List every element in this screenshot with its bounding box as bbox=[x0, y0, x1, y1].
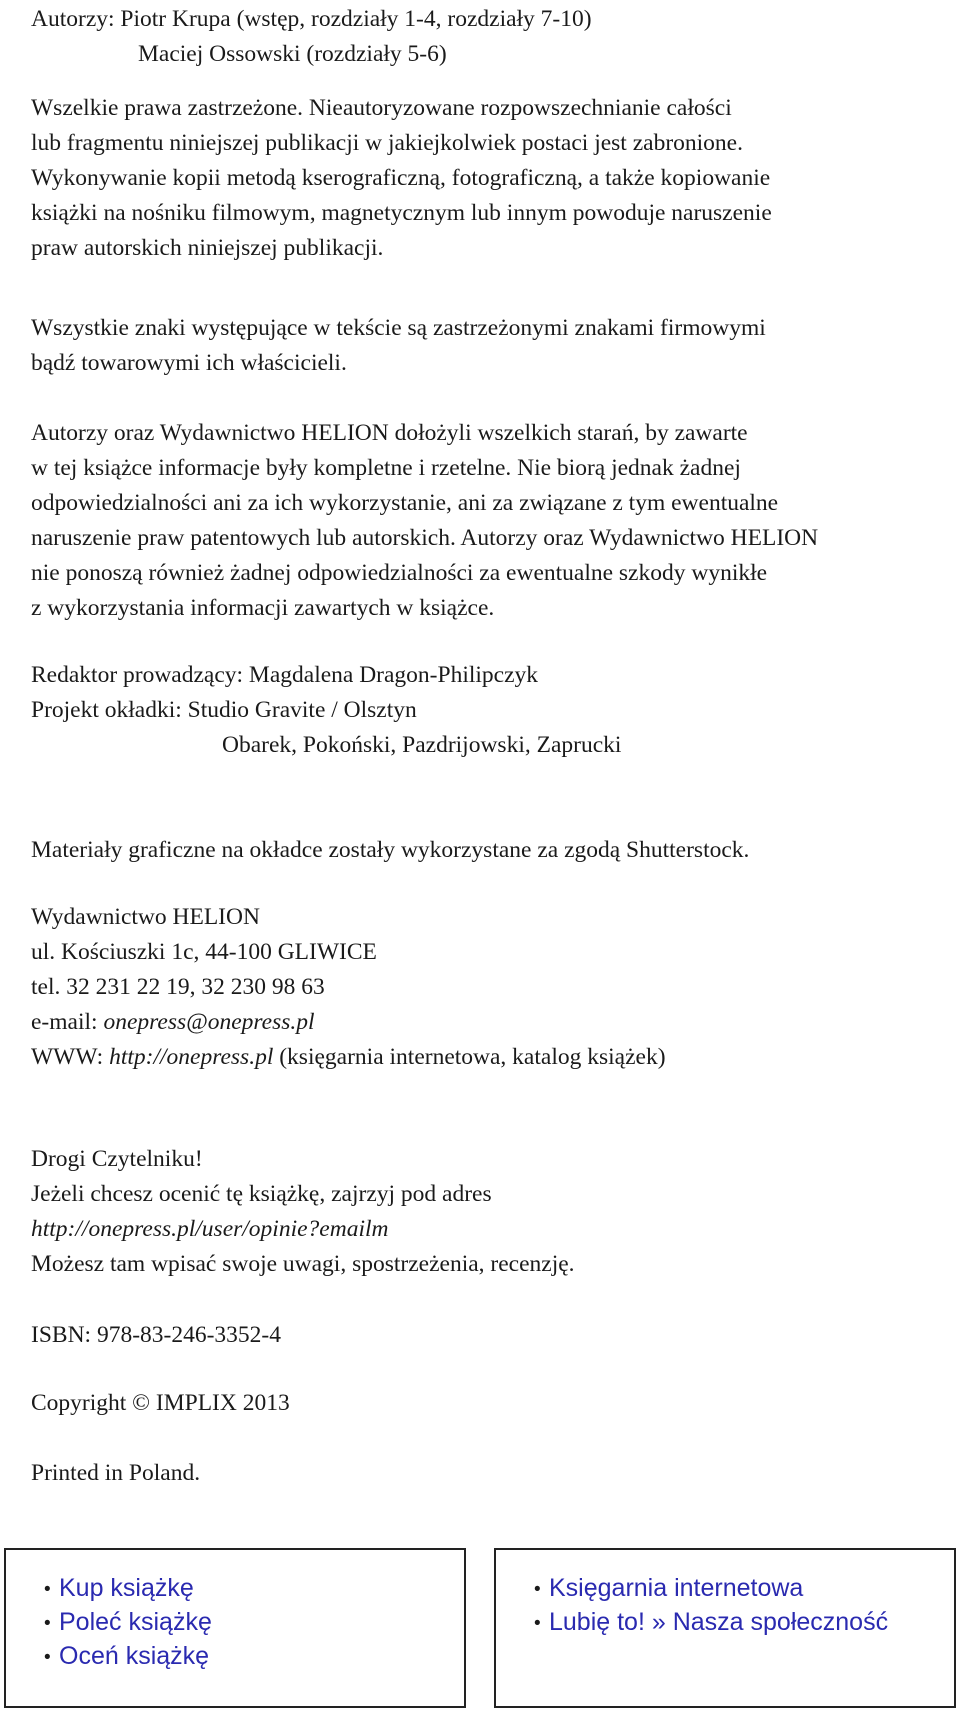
list-item bbox=[534, 1572, 954, 1606]
recommend-book-link[interactable]: Poleć książkę bbox=[59, 1608, 212, 1636]
bullet-icon: • bbox=[44, 1647, 51, 1668]
author-line-1: Piotr Krupa (wstęp, rozdziały 1-4, rozdziały 7-10) bbox=[120, 6, 592, 32]
links-list bbox=[496, 1550, 954, 1640]
disclaimer-line: z wykorzystania informacji zawartych w książce. bbox=[31, 595, 495, 621]
reader-line: Możesz tam wpisać swoje uwagi, spostrzeżenia, recenzję. bbox=[31, 1251, 575, 1277]
cover-credit-2: Obarek, Pokoński, Pazdrijowski, Zaprucki bbox=[222, 732, 622, 758]
bullet-icon: • bbox=[534, 1613, 541, 1634]
authors-block bbox=[31, 2, 960, 72]
disclaimer-line: naruszenie praw patentowych lub autorskich. Autorzy oraz Wydawnictwo HELION bbox=[31, 525, 819, 551]
rate-book-link[interactable]: Oceń książkę bbox=[59, 1642, 210, 1670]
trademarks-paragraph bbox=[31, 311, 960, 381]
disclaimer-line: nie ponoszą również żadnej odpowiedzialności za ewentualne szkody wynikłe bbox=[31, 560, 768, 586]
list-item bbox=[44, 1640, 464, 1674]
rights-line: Wykonywanie kopii metodą kserograficzną, fotograficzną, a także kopiowanie bbox=[31, 165, 771, 191]
rights-line: praw autorskich niniejszej publikacji. bbox=[31, 235, 384, 261]
trademarks-line: bądź towarowymi ich właścicieli. bbox=[31, 350, 347, 376]
reader-block bbox=[31, 1142, 960, 1282]
email-label: e-mail: bbox=[31, 1009, 98, 1035]
authors-label: Autorzy: bbox=[31, 6, 115, 32]
www-note: (księgarnia internetowa, katalog książek) bbox=[279, 1044, 666, 1070]
online-bookstore-link[interactable]: Księgarnia internetowa bbox=[549, 1574, 804, 1602]
cover-label: Projekt okładki: bbox=[31, 697, 182, 723]
rights-line: Wszelkie prawa zastrzeżone. Nieautoryzowane rozpowszechnianie całości bbox=[31, 95, 732, 121]
reader-greeting: Drogi Czytelniku! bbox=[31, 1146, 203, 1172]
credits-block bbox=[31, 658, 960, 763]
www-link[interactable]: http://onepress.pl bbox=[109, 1044, 274, 1070]
rights-paragraph bbox=[31, 91, 960, 266]
disclaimer-line: Autorzy oraz Wydawnictwo HELION dołożyli wszelkich starań, by zawarte bbox=[31, 420, 748, 446]
trademarks-line: Wszystkie znaki występujące w tekście są zastrzeżonymi znakami firmowymi bbox=[31, 315, 766, 341]
bullet-icon: • bbox=[44, 1579, 51, 1600]
links-list bbox=[6, 1550, 464, 1674]
reader-line: Jeżeli chcesz ocenić tę książkę, zajrzyj pod adres bbox=[31, 1181, 492, 1207]
disclaimer-line: odpowiedzialności ani za ich wykorzystanie, ani za związane z tym ewentualne bbox=[31, 490, 779, 516]
bullet-icon: • bbox=[534, 1579, 541, 1600]
editor-credit: Redaktor prowadzący: Magdalena Dragon-Philipczyk bbox=[31, 662, 539, 688]
rights-line: lub fragmentu niniejszej publikacji w jakiejkolwiek postaci jest zabronione. bbox=[31, 130, 743, 156]
links-box-left bbox=[4, 1548, 466, 1708]
list-item bbox=[534, 1606, 954, 1640]
publisher-block bbox=[31, 900, 960, 1075]
buy-book-link[interactable]: Kup książkę bbox=[59, 1574, 194, 1602]
list-item bbox=[44, 1606, 464, 1640]
community-link[interactable]: Lubię to! » Nasza społeczność bbox=[549, 1608, 889, 1636]
publisher-address: ul. Kościuszki 1c, 44-100 GLIWICE bbox=[31, 939, 377, 965]
www-label: WWW: bbox=[31, 1044, 104, 1070]
review-url-link[interactable]: http://onepress.pl/user/opinie?emailm bbox=[31, 1216, 389, 1242]
isbn: ISBN: 978-83-246-3352-4 bbox=[31, 1322, 281, 1348]
author-line-2: Maciej Ossowski (rozdziały 5-6) bbox=[138, 41, 447, 67]
links-box-right bbox=[494, 1548, 956, 1708]
cover-credit-1: Studio Gravite / Olsztyn bbox=[187, 697, 417, 723]
rights-line: książki na nośniku filmowym, magnetycznym lub innym powoduje naruszenie bbox=[31, 200, 772, 226]
disclaimer-line: w tej książce informacje były kompletne i rzetelne. Nie biorą jednak żadnej bbox=[31, 455, 741, 481]
publisher-name: Wydawnictwo HELION bbox=[31, 904, 260, 930]
list-item bbox=[44, 1572, 464, 1606]
printed-in: Printed in Poland. bbox=[31, 1460, 201, 1486]
email-link[interactable]: onepress@onepress.pl bbox=[103, 1009, 315, 1035]
bullet-icon: • bbox=[44, 1613, 51, 1634]
disclaimer-paragraph bbox=[31, 416, 960, 626]
copyright-notice: Copyright © IMPLIX 2013 bbox=[31, 1390, 290, 1416]
publisher-phone: tel. 32 231 22 19, 32 230 98 63 bbox=[31, 974, 325, 1000]
materials-note: Materiały graficzne na okładce zostały wykorzystane za zgodą Shutterstock. bbox=[31, 837, 750, 863]
